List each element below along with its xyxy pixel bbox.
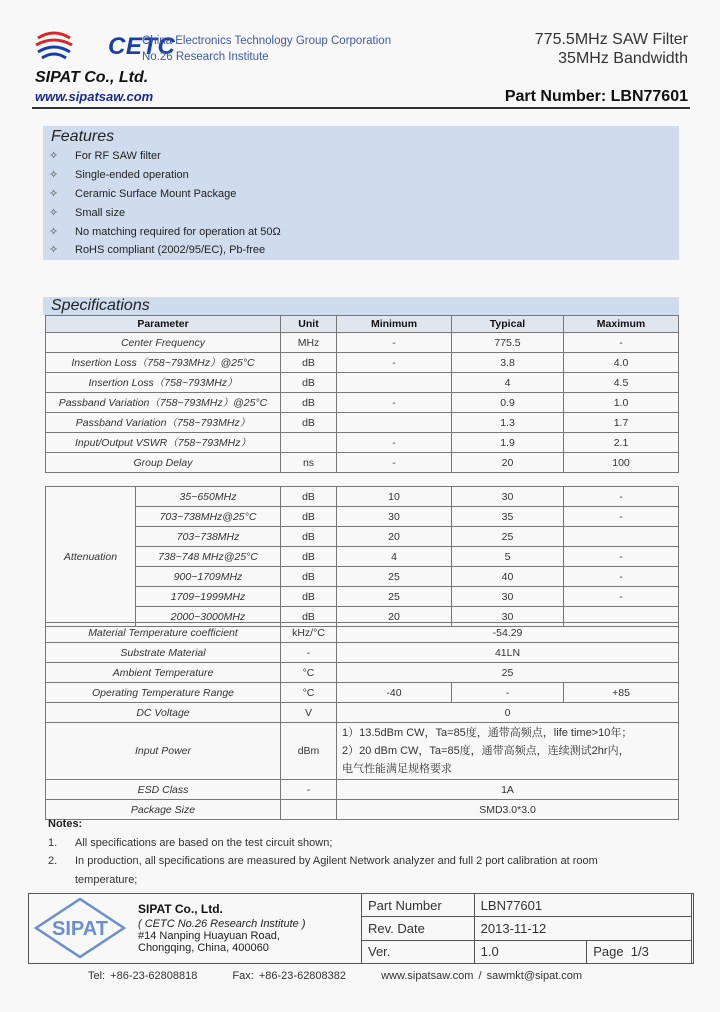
- feature-item: ✧ Small size: [49, 207, 126, 219]
- table-header-row: [46, 316, 679, 333]
- note-continuation: temperature;: [75, 874, 138, 886]
- footer-company: SIPAT Co., Ltd.: [138, 902, 223, 916]
- rev-date-label: Rev. Date: [362, 917, 475, 940]
- attenuation-label: Attenuation: [46, 487, 136, 627]
- table-row: Input/Output VSWR（758~793MHz） - 1.9 2.1: [46, 433, 679, 453]
- note-item: 1. All specifications are based on the test circuit shown;: [48, 837, 333, 849]
- table-row: Ambient Temperature °C 25: [46, 663, 679, 683]
- sipat-logo-text: SIPAT: [52, 918, 108, 940]
- footer-address: ( CETC No.26 Research Institute ): [138, 918, 306, 930]
- cetc-logo-text: CETC: [108, 33, 176, 60]
- column-header: Parameter: [46, 316, 281, 333]
- table-row: Package Size SMD3.0*3.0: [46, 800, 679, 820]
- table-row: Insertion Loss（758~793MHz）@25°C dB - 3.8 4.0: [46, 353, 679, 373]
- table-row: ESD Class - 1A: [46, 780, 679, 800]
- table-row: 2000~3000MHz dB 20 30: [46, 607, 679, 627]
- feature-item: ✧ Ceramic Surface Mount Package: [49, 188, 237, 200]
- table-row: 703~738MHz dB 20 25: [46, 527, 679, 547]
- column-header: Unit: [281, 316, 337, 333]
- notes-title: Notes:: [48, 818, 83, 830]
- product-bandwidth: 35MHz Bandwidth: [558, 50, 688, 67]
- document-info-table: [361, 893, 692, 964]
- diamond-bullet-icon: ✧: [49, 207, 59, 219]
- table-row: 703~738MHz@25°C dB 30 35 -: [46, 507, 679, 527]
- part-number-label: Part Number: [362, 894, 475, 917]
- table-row: DC Voltage V 0: [46, 703, 679, 723]
- diamond-bullet-icon: ✧: [49, 169, 59, 181]
- company-website-link[interactable]: www.sipatsaw.com: [35, 89, 154, 104]
- table-row: Center Frequency MHz - 775.5 -: [46, 333, 679, 353]
- table-row: Material Temperature coefficient kHz/°C -54.29: [46, 623, 679, 643]
- tel: Tel: +86-23-62808818: [88, 970, 198, 982]
- part-number-heading: Part Number: LBN77601: [504, 88, 688, 105]
- specifications-section: [43, 297, 679, 315]
- institute-name: No.26 Research Institute: [142, 51, 269, 63]
- table-row: Group Delay ns - 20 100: [46, 453, 679, 473]
- diamond-bullet-icon: ✧: [49, 150, 59, 162]
- version-label: Ver.: [362, 940, 475, 963]
- table-row: [362, 894, 692, 917]
- column-header: Maximum: [564, 316, 679, 333]
- version-value: 1.0: [474, 940, 587, 963]
- footer-address: Chongqing, China, 400060: [138, 942, 269, 954]
- table-row: Passband Variation（758~793MHz）@25°C dB - 0.9 1.0: [46, 393, 679, 413]
- table-row: 1709~1999MHz dB 25 30 -: [46, 587, 679, 607]
- feature-item: ✧ RoHS compliant (2002/95/EC), Pb-free: [49, 244, 266, 256]
- specifications-table: [45, 315, 679, 473]
- table-row: Input Power dBm 1）13.5dBm CW，Ta=85度，通带高频点，life time>10年； 2）20 dBm CW，Ta=85度，通带高频点，连续测试2hr内， 电气性能满足规格要求: [46, 723, 679, 780]
- diamond-bullet-icon: ✧: [49, 226, 59, 238]
- table-row: [362, 917, 692, 940]
- part-number-value: LBN77601: [474, 894, 691, 917]
- header-divider: [32, 107, 690, 109]
- corp-name: China Electronics Technology Group Corporation: [142, 35, 392, 47]
- input-power-conditions: 1）13.5dBm CW，Ta=85度，通带高频点，life time>10年； 2）20 dBm CW，Ta=85度，通带高频点，连续测试2hr内， 电气性能满足规格要求: [337, 723, 679, 780]
- table-row: Attenuation 35~650MHz dB 10 30 -: [46, 487, 679, 507]
- features-section: [43, 126, 679, 260]
- diamond-bullet-icon: ✧: [49, 188, 59, 200]
- table-row: 738~748 MHz@25°C dB 4 5 -: [46, 547, 679, 567]
- footer-address: #14 Nanping Huayuan Road,: [138, 930, 280, 942]
- feature-item: ✧ No matching required for operation at 50Ω: [49, 226, 281, 238]
- table-row: Substrate Material - 41LN: [46, 643, 679, 663]
- web-email-link[interactable]: www.sipatsaw.com / sawmkt@sipat.com: [381, 970, 583, 982]
- contact-line: [88, 970, 612, 982]
- table-row: [362, 940, 692, 963]
- column-header: Minimum: [337, 316, 452, 333]
- material-table: [45, 622, 679, 820]
- column-header: Typical: [452, 316, 564, 333]
- product-title: 775.5MHz SAW Filter: [534, 31, 688, 48]
- table-row: 900~1709MHz dB 25 40 -: [46, 567, 679, 587]
- feature-item: ✧ For RF SAW filter: [49, 150, 161, 162]
- table-row: Insertion Loss（758~793MHz） dB 4 4.5: [46, 373, 679, 393]
- table-row: Passband Variation（758~793MHz） dB 1.3 1.7: [46, 413, 679, 433]
- rev-date-value: 2013-11-12: [474, 917, 691, 940]
- sipat-logo: [30, 895, 130, 961]
- company-name: SIPAT Co., Ltd.: [35, 69, 149, 86]
- specifications-title: Specifications: [51, 297, 150, 314]
- diamond-bullet-icon: ✧: [49, 244, 59, 256]
- table-row: Operating Temperature Range °C -40 - +85: [46, 683, 679, 703]
- attenuation-table: [45, 486, 679, 627]
- note-item: 2. In production, all specifications are measured by Agilent Network analyzer and full 2 port calibration at room: [48, 855, 598, 867]
- features-title: Features: [51, 128, 115, 145]
- fax: Fax: +86-23-62808382: [232, 970, 347, 982]
- feature-item: ✧ Single-ended operation: [49, 169, 189, 181]
- page-indicator: Page 1/3: [587, 940, 692, 963]
